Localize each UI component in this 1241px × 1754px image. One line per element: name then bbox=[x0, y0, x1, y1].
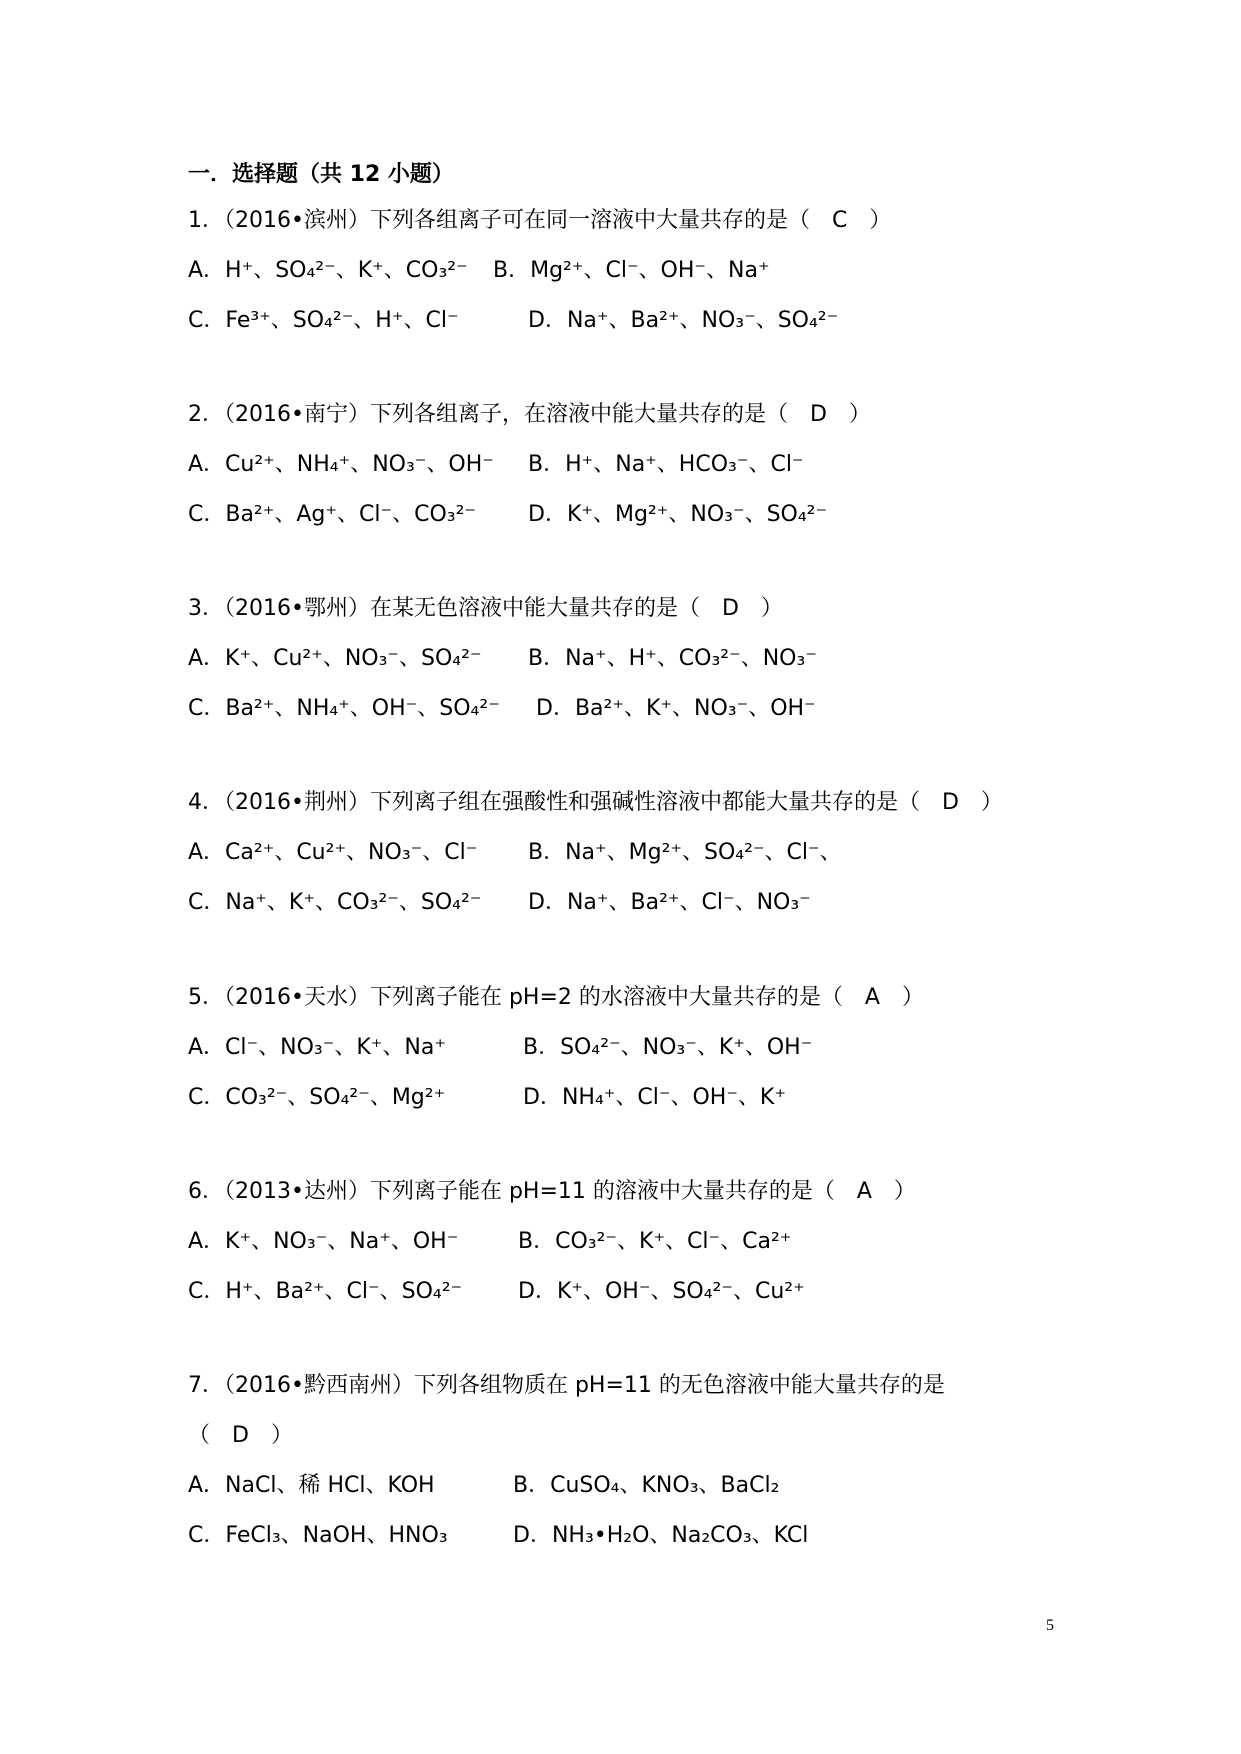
answer-option: D．Ba²⁺、K⁺、NO₃⁻、OH⁻ bbox=[536, 696, 816, 721]
answer-option: D．NH₄⁺、Cl⁻、OH⁻、K⁺ bbox=[523, 1085, 786, 1110]
answer-option: A．H⁺、SO₄²⁻、K⁺、CO₃²⁻ bbox=[188, 258, 468, 283]
option-row bbox=[188, 1227, 1088, 1257]
option-row bbox=[188, 644, 1088, 674]
answer-option: C．Na⁺、K⁺、CO₃²⁻、SO₄²⁻ bbox=[188, 890, 482, 915]
page-number: 5 bbox=[1046, 1617, 1054, 1634]
option-row bbox=[188, 256, 1088, 286]
answer-option: C．Ba²⁺、Ag⁺、Cl⁻、CO₃²⁻ bbox=[188, 502, 477, 527]
question-4 bbox=[188, 788, 1088, 918]
answer-option: A．Ca²⁺、Cu²⁺、NO₃⁻、Cl⁻ bbox=[188, 840, 478, 865]
answer-option: B．Mg²⁺、Cl⁻、OH⁻、Na⁺ bbox=[493, 258, 770, 283]
question-stem-continued: （ D ） bbox=[188, 1423, 293, 1448]
question-3 bbox=[188, 594, 1088, 724]
question-7 bbox=[188, 1371, 1088, 1551]
option-row bbox=[188, 1033, 1088, 1063]
answer-option: A．K⁺、Cu²⁺、NO₃⁻、SO₄²⁻ bbox=[188, 646, 482, 671]
answer-option: C．H⁺、Ba²⁺、Cl⁻、SO₄²⁻ bbox=[188, 1279, 463, 1304]
answer-option: D．Na⁺、Ba²⁺、NO₃⁻、SO₄²⁻ bbox=[528, 308, 839, 333]
answer-option: C．Ba²⁺、NH₄⁺、OH⁻、SO₄²⁻ bbox=[188, 696, 500, 721]
answer-option: D．K⁺、Mg²⁺、NO₃⁻、SO₄²⁻ bbox=[528, 502, 828, 527]
question-2 bbox=[188, 400, 1088, 530]
answer-option: C．Fe³⁺、SO₄²⁻、H⁺、Cl⁻ bbox=[188, 308, 459, 333]
section-title: 一．选择题（共 12 小题） bbox=[188, 162, 454, 187]
answer-option: C．FeCl₃、NaOH、HNO₃ bbox=[188, 1523, 448, 1548]
answer-option: A．Cu²⁺、NH₄⁺、NO₃⁻、OH⁻ bbox=[188, 452, 494, 477]
option-row bbox=[188, 1521, 1088, 1551]
option-row bbox=[188, 1277, 1088, 1307]
answer-option: B．SO₄²⁻、NO₃⁻、K⁺、OH⁻ bbox=[523, 1035, 813, 1060]
question-stem: 3．（2016•鄂州）在某无色溶液中能大量共存的是（ D ） bbox=[188, 596, 783, 621]
option-row bbox=[188, 500, 1088, 530]
question-stem: 1．（2016•滨州）下列各组离子可在同一溶液中大量共存的是（ C ） bbox=[188, 208, 892, 233]
question-5 bbox=[188, 983, 1088, 1113]
option-row bbox=[188, 306, 1088, 336]
question-stem: 2．（2016•南宁）下列各组离子，在溶液中能大量共存的是（ D ） bbox=[188, 402, 871, 427]
answer-option: A．NaCl、稀 HCl、KOH bbox=[188, 1473, 435, 1498]
option-row bbox=[188, 888, 1088, 918]
option-row bbox=[188, 450, 1088, 480]
answer-option: A．K⁺、NO₃⁻、Na⁺、OH⁻ bbox=[188, 1229, 459, 1254]
question-stem: 6．（2013•达州）下列离子能在 pH=11 的溶液中大量共存的是（ A ） bbox=[188, 1179, 916, 1204]
question-6 bbox=[188, 1177, 1088, 1307]
question-1 bbox=[188, 206, 1088, 336]
answer-option: D．K⁺、OH⁻、SO₄²⁻、Cu²⁺ bbox=[518, 1279, 805, 1304]
question-stem: 5．（2016•天水）下列离子能在 pH=2 的水溶液中大量共存的是（ A ） bbox=[188, 985, 924, 1010]
question-stem: 4．（2016•荆州）下列离子组在强酸性和强碱性溶液中都能大量共存的是（ D ） bbox=[188, 790, 1003, 815]
answer-option: B．H⁺、Na⁺、HCO₃⁻、Cl⁻ bbox=[528, 452, 804, 477]
answer-option: D．Na⁺、Ba²⁺、Cl⁻、NO₃⁻ bbox=[528, 890, 811, 915]
answer-option: A．Cl⁻、NO₃⁻、K⁺、Na⁺ bbox=[188, 1035, 446, 1060]
option-row bbox=[188, 1471, 1088, 1501]
answer-option: B．CO₃²⁻、K⁺、Cl⁻、Ca²⁺ bbox=[518, 1229, 792, 1254]
option-row bbox=[188, 1083, 1088, 1113]
option-row bbox=[188, 694, 1088, 724]
option-row bbox=[188, 838, 1088, 868]
question-stem: 7．（2016•黔西南州）下列各组物质在 pH=11 的无色溶液中能大量共存的是 bbox=[188, 1373, 945, 1398]
answer-option: C．CO₃²⁻、SO₄²⁻、Mg²⁺ bbox=[188, 1085, 446, 1110]
answer-option: B．Na⁺、H⁺、CO₃²⁻、NO₃⁻ bbox=[528, 646, 817, 671]
answer-option: D．NH₃•H₂O、Na₂CO₃、KCl bbox=[513, 1523, 809, 1548]
answer-option: B．Na⁺、Mg²⁺、SO₄²⁻、Cl⁻、 bbox=[528, 840, 842, 865]
answer-option: B．CuSO₄、KNO₃、BaCl₂ bbox=[513, 1473, 780, 1498]
